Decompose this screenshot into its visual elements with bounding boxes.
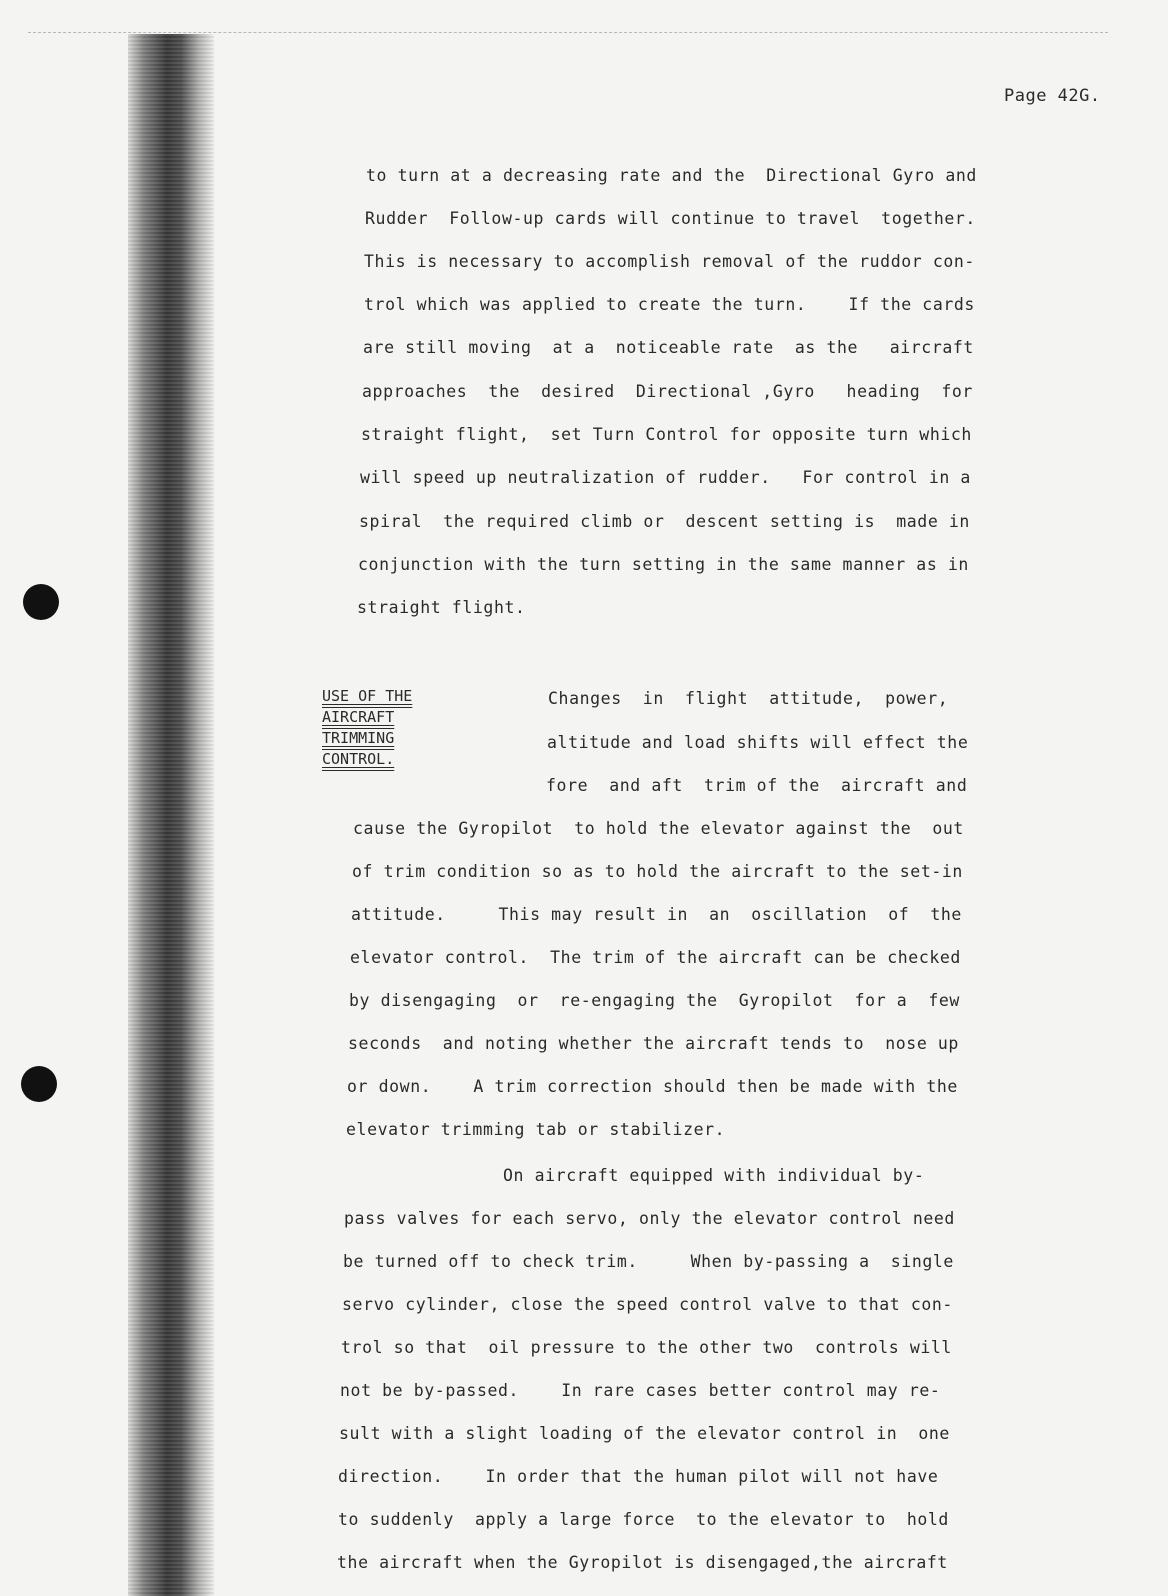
- text-line: direction. In order that the human pilot will not have: [338, 1467, 939, 1486]
- page-number: Page 42G.: [1004, 86, 1101, 106]
- text-line: to suddenly apply a large force to the elevator to hold: [338, 1510, 949, 1529]
- punch-hole-bottom: [21, 1066, 57, 1102]
- text-line: by disengaging or re-engaging the Gyropilot for a few: [349, 991, 960, 1010]
- text-line: elevator control. The trim of the aircraft can be checked: [350, 948, 961, 967]
- text-line: This is necessary to accomplish removal of the ruddor con-: [364, 252, 975, 271]
- text-line: fore and aft trim of the aircraft and: [546, 776, 968, 795]
- text-line: be turned off to check trim. When by-passing a single: [343, 1252, 954, 1271]
- text-line: straight flight, set Turn Control for opposite turn which: [361, 425, 972, 444]
- text-line: seconds and noting whether the aircraft tends to nose up: [348, 1034, 959, 1053]
- text-line: of trim condition so as to hold the aircraft to the set-in: [352, 862, 963, 881]
- text-line: Changes in flight attitude, power,: [548, 689, 949, 708]
- text-line: spiral the required climb or descent setting is made in: [359, 512, 970, 531]
- text-line: Rudder Follow-up cards will continue to travel together.: [365, 209, 976, 228]
- heading-line: AIRCRAFT: [322, 708, 395, 726]
- text-line: servo cylinder, close the speed control valve to that con-: [342, 1295, 953, 1314]
- text-line: trol which was applied to create the turn. If the cards: [364, 295, 975, 314]
- binding-shadow: [128, 34, 214, 1596]
- text-line: are still moving at a noticeable rate as the aircraft: [363, 338, 974, 357]
- text-line: cause the Gyropilot to hold the elevator against the out: [353, 819, 964, 838]
- text-line: pass valves for each servo, only the elevator control need: [344, 1209, 955, 1228]
- section-heading: [322, 686, 412, 770]
- text-line: trol so that oil pressure to the other two controls will: [341, 1338, 952, 1357]
- text-line: the aircraft when the Gyropilot is disengaged,the aircraft: [337, 1553, 948, 1572]
- heading-line: TRIMMING: [322, 729, 395, 747]
- punch-hole-top: [23, 584, 59, 620]
- text-line: approaches the desired Directional ,Gyro heading for: [362, 382, 973, 401]
- text-line: sult with a slight loading of the elevator control in one: [339, 1424, 950, 1443]
- text-line: elevator trimming tab or stabilizer.: [346, 1120, 726, 1139]
- text-line: conjunction with the turn setting in the same manner as in: [358, 555, 969, 574]
- text-line: to turn at a decreasing rate and the Directional Gyro and: [366, 166, 977, 185]
- text-line: On aircraft equipped with individual by-: [345, 1166, 925, 1185]
- text-line: straight flight.: [357, 598, 526, 617]
- heading-line: USE OF THE: [322, 687, 413, 705]
- text-line: or down. A trim correction should then be made with the: [347, 1077, 958, 1096]
- text-line: not be by-passed. In rare cases better control may re-: [340, 1381, 941, 1400]
- heading-line: CONTROL.: [322, 750, 395, 768]
- text-line: altitude and load shifts will effect the: [547, 733, 969, 752]
- text-line: attitude. This may result in an oscillation of the: [351, 905, 962, 924]
- text-line: will speed up neutralization of rudder. For control in a: [360, 468, 971, 487]
